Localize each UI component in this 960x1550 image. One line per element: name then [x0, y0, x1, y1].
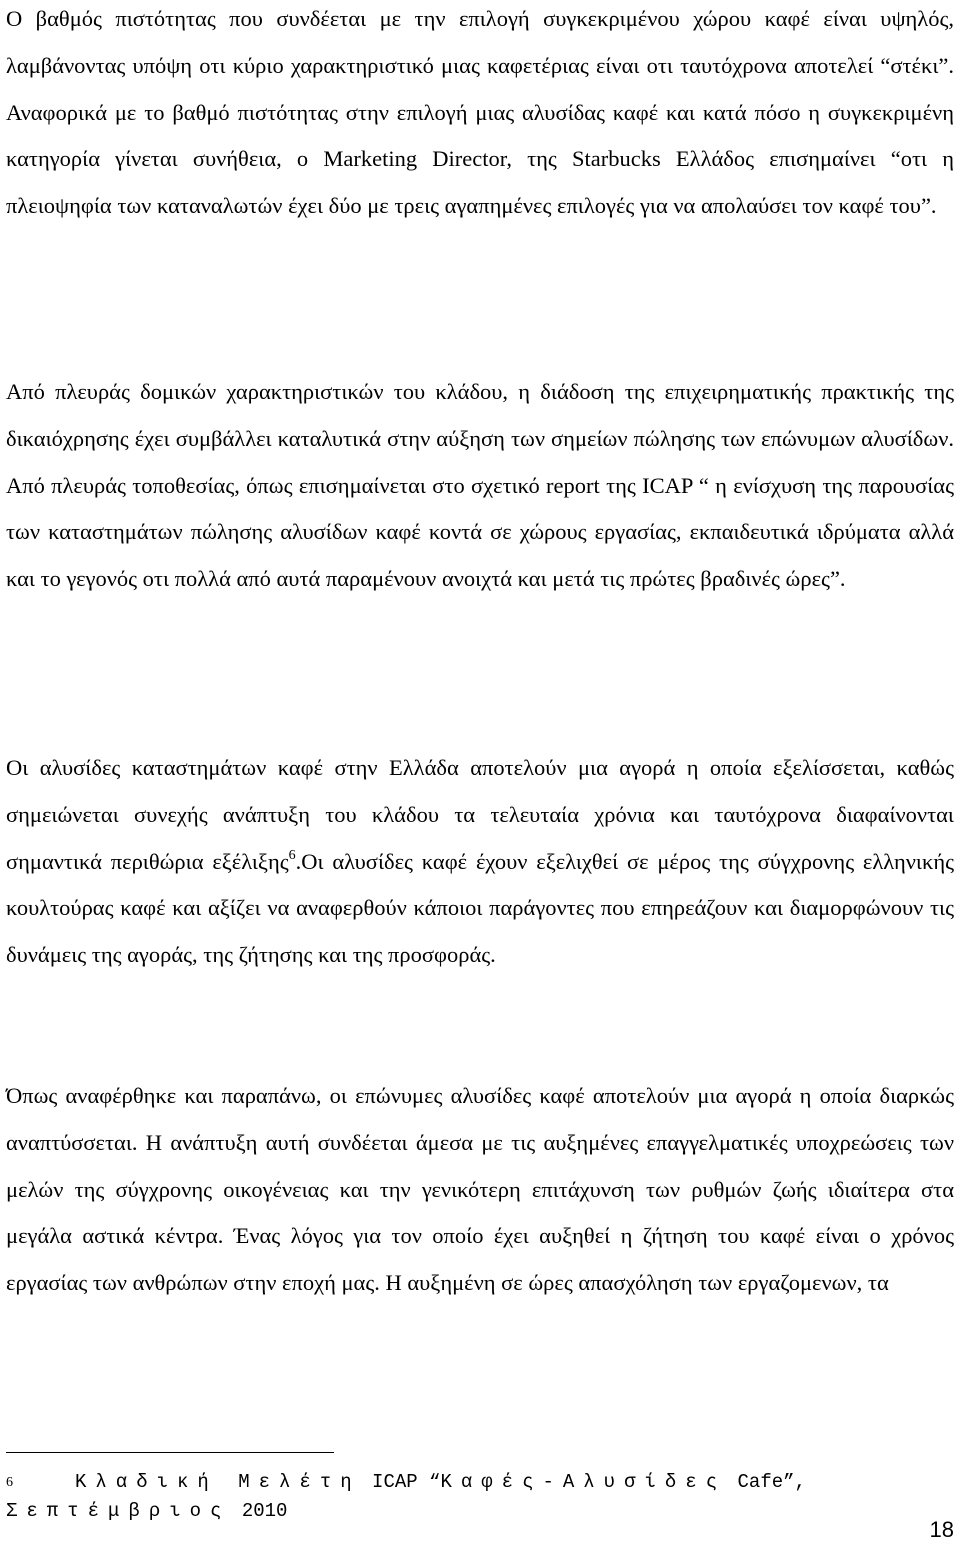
footnote-separator: [6, 1452, 334, 1453]
paragraph-3: [6, 745, 954, 979]
footnote-text-year: 2010: [230, 1500, 288, 1522]
paragraph-4: Όπως αναφέρθηκε και παραπάνω, οι επώνυμες αλυσίδες καφέ αποτελούν μια αγορά η οποία διαρκώς αναπτύσσεται. Η ανάπτυξη αυτή συνδέεται άμεσα με τις αυξημένες επαγγελματικές υποχρεώσεις των μελών της σύγχρονης οικογένειας και την γενικότερη επιτάχυνση των ρυθμών ζωής ιδιαίτερα στα μεγάλα αστικά κέντρα. Ένας λόγος για τον οποίο έχει αυξηθεί η ζήτηση του καφέ είναι ο χρόνος εργασίας των ανθρώπων στην εποχή μας. Η αυξημένη σε ώρες απασχόληση των εργαζομενων, τα: [6, 1083, 954, 1296]
paragraph-2: Από πλευράς δομικών χαρακτηριστικών του κλάδου, η διάδοση της επιχειρηματικής πρακτικής της δικαιόχρησης έχει συμβάλλει καταλυτικά στην αύξηση των σημείων πώλησης των επώνυμων αλυσίδων. Από πλευράς τοποθεσίας, όπως επισημαίνεται στο σχετικό report της ICAP “ η ενίσχυση της παρουσίας των καταστημάτων πώλησης αλυσίδων καφέ κοντά σε χώρους εργασίας, εκπαιδευτικά ιδρύματα αλλά και το γεγονός οτι πολλά από αυτά παραμένουν ανοιχτά και μετά τις πρώτες βραδινές ώρες”.: [6, 379, 954, 592]
footnote-reference[interactable]: 6: [288, 847, 296, 863]
footnote-number: 6: [6, 1475, 13, 1490]
paragraph-3-text-after-reference: .Οι αλυσίδες καφέ έχουν εξελιχθεί σε μέρος της σύγχρονης ελληνικής κουλτούρας καφέ και αξίζει να αναφερθούν κάποιοι παράγοντες που επηρεάζουν και διαμορφώνουν τις δυνάμεις της αγοράς, της ζήτησης και της προσφοράς.: [6, 848, 954, 968]
footnote: [6, 1468, 954, 1526]
footnote-text-month: Σεπτέμβριος: [6, 1500, 231, 1522]
footnote-text-cafe: Cafe”,: [726, 1471, 806, 1493]
footnote-text-icap: ICAP “: [360, 1471, 441, 1493]
paragraph-1: Ο βαθμός πιστότητας που συνδέεται με την επιλογή συγκεκριμένου χώρου καφέ είναι υψηλός, λαμβάνοντας υπόψη οτι κύριο χαρακτηριστικό μιας καφετέριας είναι οτι ταυτόχρονα αποτελεί “στέκι”. Αναφορικά με το βαθμό πιστότητας στην επιλογή μιας αλυσίδας καφέ και κατά πόσο η συγκεκριμένη κατηγορία γίνεται συνήθεια, ο Marketing Director, της Starbucks Ελλάδος επισημαίνει “οτι η πλειοψηφία των καταναλωτών έχει δύο με τρεις αγαπημένες επιλογές για να απολαύσει τον καφέ του”.: [6, 6, 954, 219]
page-number: 18: [929, 1517, 954, 1542]
footnote-text-study: Κλαδική Μελέτη: [75, 1471, 361, 1493]
paragraph-3-text-before-reference: Οι αλυσίδες καταστημάτων καφέ στην Ελλάδα αποτελούν μια αγορά η οποία εξελίσσεται, καθώς σημειώνεται συνεχής ανάπτυξη του κλάδου τα τελευταία χρόνια και ταυτόχρονα διαφαίνονται σημαντικά περιθώρια εξέλιξης: [6, 755, 954, 874]
footnote-text-title: Καφές-Αλυσίδες: [440, 1471, 727, 1493]
